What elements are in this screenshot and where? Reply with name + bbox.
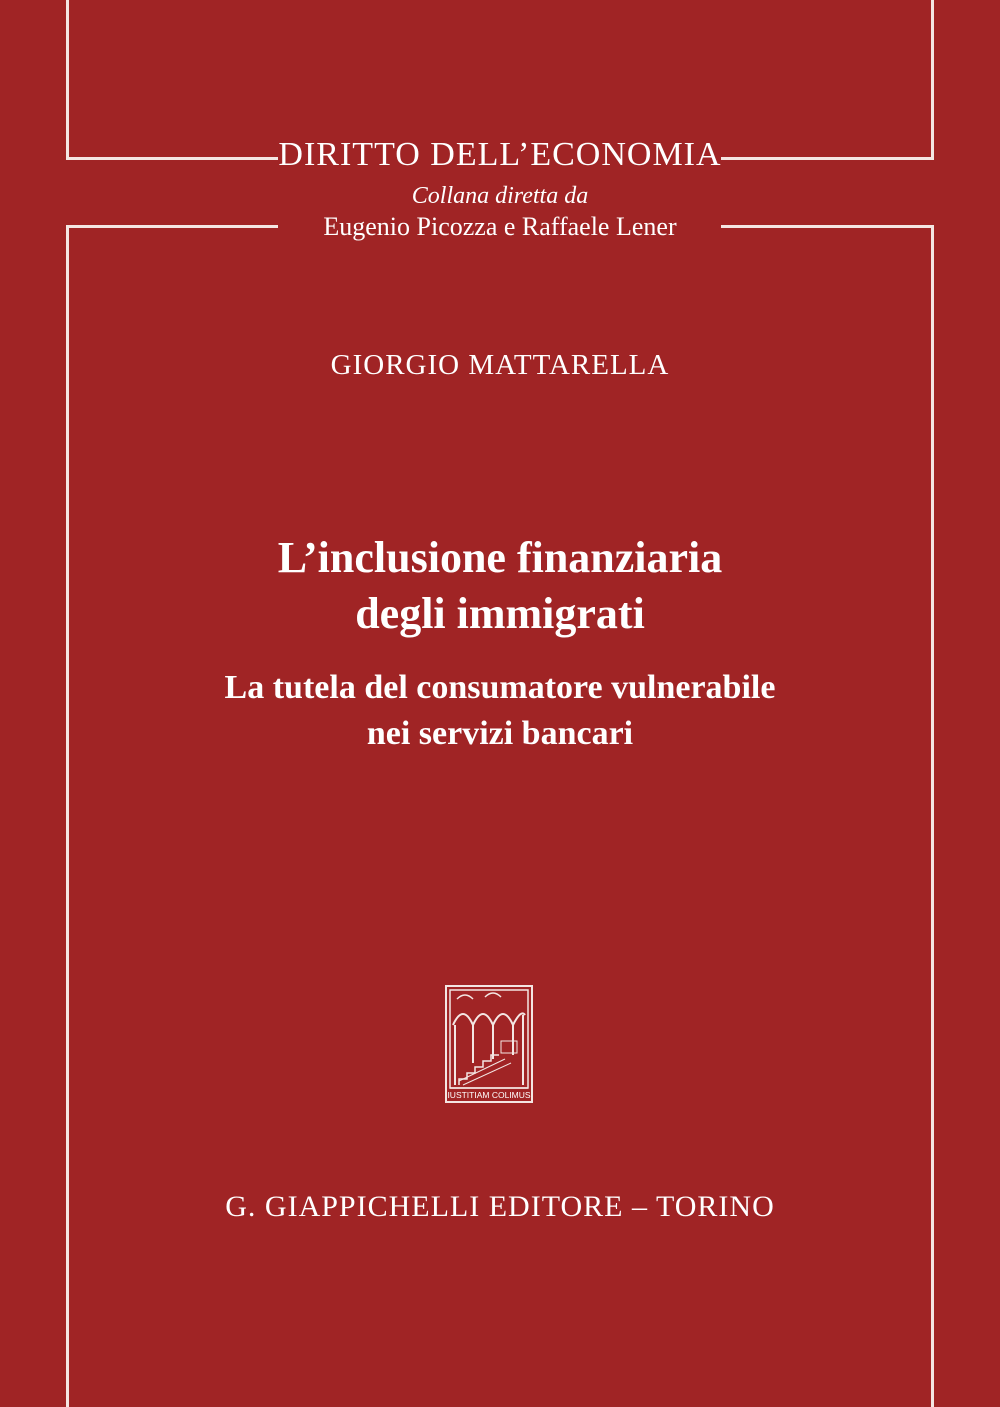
publisher-logo xyxy=(445,985,533,1103)
book-title-line-1: L’inclusione finanziaria xyxy=(277,533,723,582)
book-subtitle-line-1: La tutela del consumatore vulnerabile xyxy=(224,669,776,706)
series-directed-by: Collana diretta da xyxy=(411,183,589,209)
author-name: GIORGIO MATTARELLA xyxy=(330,349,670,381)
series-name: DIRITTO DELL’ECONOMIA xyxy=(278,136,722,173)
frame-left-vertical xyxy=(66,225,69,1407)
book-title xyxy=(0,530,1000,642)
book-title-line-2: degli immigrati xyxy=(355,589,645,638)
book-subtitle-line-2: nei servizi bancari xyxy=(366,715,634,752)
publisher-name: G. GIAPPICHELLI EDITORE – TORINO xyxy=(225,1190,775,1223)
frame-right-vertical xyxy=(931,225,934,1407)
publisher-logo-motto: IUSTITIAM COLIMUS xyxy=(447,1090,531,1100)
publisher-logo-icon xyxy=(445,985,533,1103)
book-subtitle xyxy=(0,665,1000,757)
series-editors: Eugenio Picozza e Raffaele Lener xyxy=(323,212,677,241)
